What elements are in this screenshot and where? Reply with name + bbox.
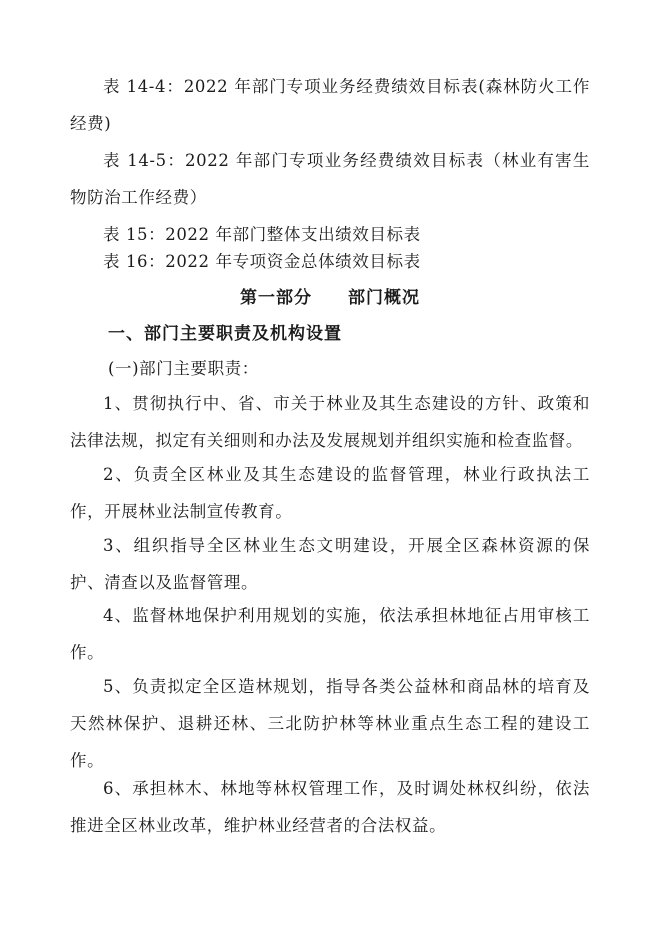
subsection-title: (一)部门主要职责：	[108, 359, 259, 378]
toc-item: 表 16：2022 年专项资金总体绩效目标表	[103, 252, 421, 271]
duty-item: 6、承担林木、林地等林权管理工作，及时调处林权纠纷，依法推进全区林业改革，维护林业经营者的合法权益。	[70, 779, 590, 835]
section-title: 一、部门主要职责及机构设置	[108, 324, 342, 344]
duty-item: 3、组织指导全区林业生态文明建设，开展全区森林资源的保护、清查以及监督管理。	[70, 536, 590, 592]
duty-item: 5、负责拟定全区造林规划，指导各类公益林和商品林的培育及天然林保护、退耕还林、三北防护林等林业重点生态工程的建设工作。	[70, 677, 590, 770]
toc-item: 表 15：2022 年部门整体支出绩效目标表	[103, 225, 421, 244]
toc-item: 表 14-5：2022 年部门专项业务经费绩效目标表（林业有害生物防治工作经费）	[70, 151, 590, 207]
duty-item: 1、贯彻执行中、省、市关于林业及其生态建设的方针、政策和法律法规，拟定有关细则和办法及发展规划并组织实施和检查监督。	[70, 394, 590, 450]
part-title: 第一部分 部门概况	[240, 288, 420, 308]
duty-item: 2、负责全区林业及其生态建设的监督管理，林业行政执法工作，开展林业法制宣传教育。	[70, 465, 590, 521]
duty-item: 4、监督林地保护利用规划的实施，依法承担林地征占用审核工作。	[70, 606, 590, 662]
toc-item: 表 14-4：2022 年部门专项业务经费绩效目标表(森林防火工作经费)	[70, 77, 590, 133]
